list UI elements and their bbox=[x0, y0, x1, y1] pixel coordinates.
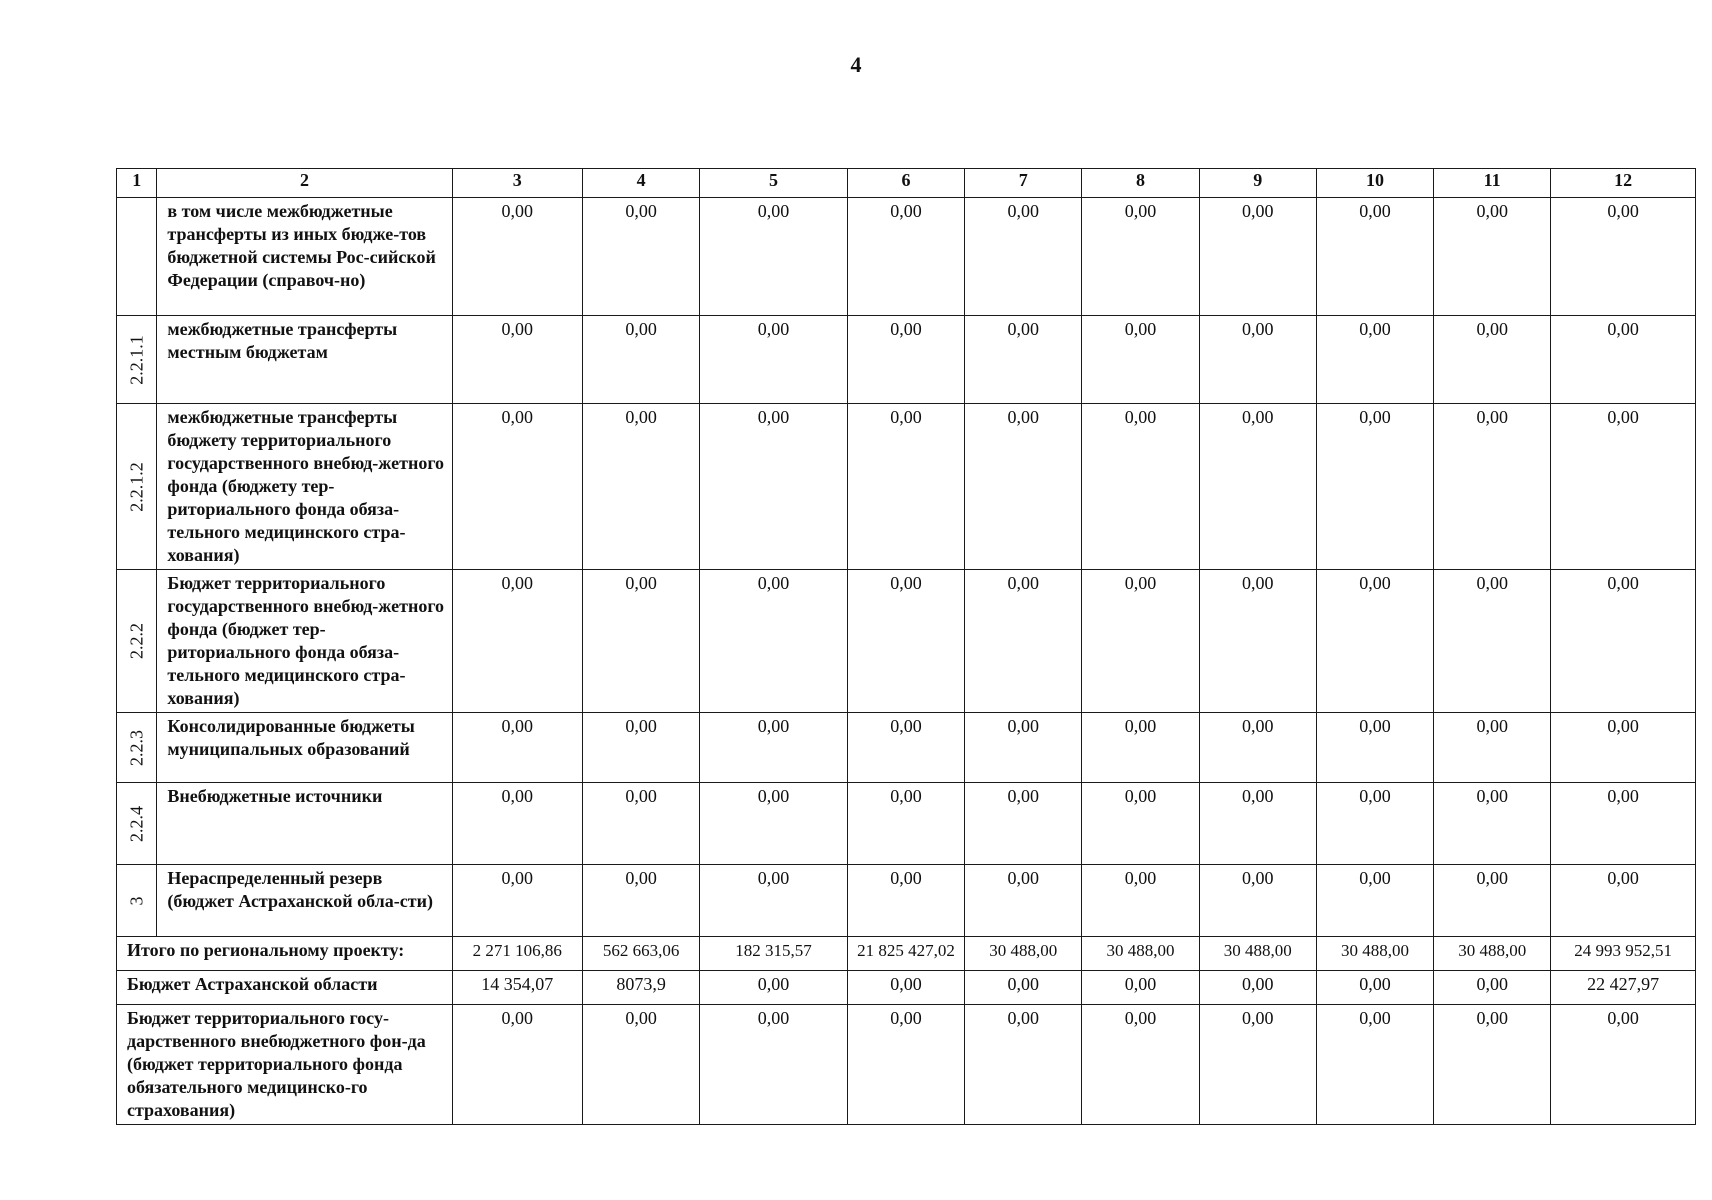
total-row bbox=[117, 971, 1696, 1005]
header-cell: 8 bbox=[1082, 169, 1199, 198]
value-cell: 0,00 bbox=[582, 404, 699, 570]
value-cell: 0,00 bbox=[847, 783, 964, 865]
row-code-text: 2.2.1.1 bbox=[126, 334, 147, 385]
value-cell: 0,00 bbox=[1316, 404, 1433, 570]
value-cell: 0,00 bbox=[582, 783, 699, 865]
value-cell: 0,00 bbox=[700, 865, 848, 937]
table-row bbox=[117, 316, 1696, 404]
row-code bbox=[117, 404, 157, 570]
value-cell: 0,00 bbox=[1199, 713, 1316, 783]
row-code-text: 2.2.1.2 bbox=[126, 461, 147, 512]
total-value-cell: 0,00 bbox=[1082, 1005, 1199, 1125]
row-label: в том числе межбюджетные трансферты из иных бюдже-тов бюджетной системы Рос-сийской Федерации (справоч-но) bbox=[157, 198, 452, 316]
budget-table bbox=[116, 168, 1696, 1125]
total-value-cell: 0,00 bbox=[1316, 1005, 1433, 1125]
value-cell: 0,00 bbox=[847, 713, 964, 783]
row-label: Консолидированные бюджеты муниципальных образований bbox=[157, 713, 452, 783]
value-cell: 0,00 bbox=[582, 713, 699, 783]
value-cell: 0,00 bbox=[965, 404, 1082, 570]
value-cell: 0,00 bbox=[847, 865, 964, 937]
total-value-cell: 0,00 bbox=[582, 1005, 699, 1125]
total-value-cell: 14 354,07 bbox=[452, 971, 582, 1005]
value-cell: 0,00 bbox=[452, 865, 582, 937]
header-cell: 7 bbox=[965, 169, 1082, 198]
total-value-cell: 0,00 bbox=[700, 1005, 848, 1125]
header-cell: 1 bbox=[117, 169, 157, 198]
total-value-cell: 21 825 427,02 bbox=[847, 937, 964, 971]
total-value-cell: 24 993 952,51 bbox=[1551, 937, 1696, 971]
value-cell: 0,00 bbox=[700, 570, 848, 713]
total-value-cell: 2 271 106,86 bbox=[452, 937, 582, 971]
value-cell: 0,00 bbox=[1434, 404, 1551, 570]
total-value-cell: 0,00 bbox=[1082, 971, 1199, 1005]
value-cell: 0,00 bbox=[700, 198, 848, 316]
header-cell: 11 bbox=[1434, 169, 1551, 198]
row-label: Бюджет территориального государственного внебюд-жетного фонда (бюджет тер-риториального фонда обяза-тельного медицинского стра-хования) bbox=[157, 570, 452, 713]
total-value-cell: 0,00 bbox=[847, 971, 964, 1005]
table-row bbox=[117, 713, 1696, 783]
value-cell: 0,00 bbox=[1316, 865, 1433, 937]
total-value-cell: 0,00 bbox=[1434, 971, 1551, 1005]
total-value-cell: 0,00 bbox=[847, 1005, 964, 1125]
row-label: Нераспределенный резерв (бюджет Астраханской обла-сти) bbox=[157, 865, 452, 937]
value-cell: 0,00 bbox=[847, 316, 964, 404]
value-cell: 0,00 bbox=[1199, 865, 1316, 937]
value-cell: 0,00 bbox=[1434, 713, 1551, 783]
value-cell: 0,00 bbox=[582, 316, 699, 404]
total-value-cell: 0,00 bbox=[965, 1005, 1082, 1125]
total-value-cell: 0,00 bbox=[1434, 1005, 1551, 1125]
value-cell: 0,00 bbox=[700, 783, 848, 865]
total-value-cell: 0,00 bbox=[1551, 1005, 1696, 1125]
total-value-cell: 0,00 bbox=[700, 971, 848, 1005]
value-cell: 0,00 bbox=[1434, 316, 1551, 404]
total-value-cell: 22 427,97 bbox=[1551, 971, 1696, 1005]
header-cell: 4 bbox=[582, 169, 699, 198]
value-cell: 0,00 bbox=[1199, 783, 1316, 865]
value-cell: 0,00 bbox=[700, 404, 848, 570]
row-code-text: 2.2.2 bbox=[126, 623, 147, 659]
value-cell: 0,00 bbox=[847, 198, 964, 316]
total-label: Бюджет территориального госу-дарственного внебюджетного фон-да (бюджет территориального фонда обязательного медицинско-го страхования) bbox=[117, 1005, 453, 1125]
header-row bbox=[117, 169, 1696, 198]
total-label: Итого по региональному проекту: bbox=[117, 937, 453, 971]
value-cell: 0,00 bbox=[1316, 783, 1433, 865]
header-cell: 6 bbox=[847, 169, 964, 198]
total-row bbox=[117, 937, 1696, 971]
table-row bbox=[117, 865, 1696, 937]
value-cell: 0,00 bbox=[965, 198, 1082, 316]
row-code-text: 3 bbox=[126, 896, 147, 905]
value-cell: 0,00 bbox=[1199, 404, 1316, 570]
page-number: 4 bbox=[850, 52, 862, 77]
total-value-cell: 0,00 bbox=[1316, 971, 1433, 1005]
value-cell: 0,00 bbox=[452, 783, 582, 865]
total-value-cell: 30 488,00 bbox=[1199, 937, 1316, 971]
value-cell: 0,00 bbox=[1082, 198, 1199, 316]
value-cell: 0,00 bbox=[1082, 570, 1199, 713]
total-row bbox=[117, 1005, 1696, 1125]
table-row bbox=[117, 783, 1696, 865]
header-cell: 10 bbox=[1316, 169, 1433, 198]
value-cell: 0,00 bbox=[1316, 198, 1433, 316]
value-cell: 0,00 bbox=[1551, 865, 1696, 937]
value-cell: 0,00 bbox=[1551, 783, 1696, 865]
value-cell: 0,00 bbox=[847, 404, 964, 570]
value-cell: 0,00 bbox=[1316, 713, 1433, 783]
row-label: Внебюджетные источники bbox=[157, 783, 452, 865]
total-value-cell: 30 488,00 bbox=[1316, 937, 1433, 971]
value-cell: 0,00 bbox=[965, 783, 1082, 865]
header-cell: 12 bbox=[1551, 169, 1696, 198]
row-code bbox=[117, 198, 157, 316]
total-value-cell: 30 488,00 bbox=[1434, 937, 1551, 971]
value-cell: 0,00 bbox=[582, 570, 699, 713]
total-value-cell: 0,00 bbox=[1199, 1005, 1316, 1125]
header-cell: 3 bbox=[452, 169, 582, 198]
value-cell: 0,00 bbox=[1082, 316, 1199, 404]
total-label: Бюджет Астраханской области bbox=[117, 971, 453, 1005]
total-value-cell: 0,00 bbox=[452, 1005, 582, 1125]
value-cell: 0,00 bbox=[1316, 316, 1433, 404]
row-label: межбюджетные трансферты бюджету территориального государственного внебюд-жетного фонда (бюджету тер-риториального фонда обяза-тельного медицинского стра-хования) bbox=[157, 404, 452, 570]
value-cell: 0,00 bbox=[1082, 404, 1199, 570]
total-value-cell: 8073,9 bbox=[582, 971, 699, 1005]
row-code-text: 2.2.3 bbox=[126, 729, 147, 766]
row-code bbox=[117, 316, 157, 404]
value-cell: 0,00 bbox=[965, 713, 1082, 783]
row-label: межбюджетные трансферты местным бюджетам bbox=[157, 316, 452, 404]
value-cell: 0,00 bbox=[582, 198, 699, 316]
value-cell: 0,00 bbox=[1551, 570, 1696, 713]
value-cell: 0,00 bbox=[1551, 198, 1696, 316]
value-cell: 0,00 bbox=[452, 713, 582, 783]
table-row bbox=[117, 570, 1696, 713]
value-cell: 0,00 bbox=[1082, 865, 1199, 937]
value-cell: 0,00 bbox=[452, 570, 582, 713]
value-cell: 0,00 bbox=[847, 570, 964, 713]
value-cell: 0,00 bbox=[1551, 316, 1696, 404]
value-cell: 0,00 bbox=[1082, 783, 1199, 865]
value-cell: 0,00 bbox=[1199, 316, 1316, 404]
value-cell: 0,00 bbox=[1434, 198, 1551, 316]
table-row bbox=[117, 198, 1696, 316]
value-cell: 0,00 bbox=[700, 713, 848, 783]
header-cell: 9 bbox=[1199, 169, 1316, 198]
value-cell: 0,00 bbox=[1551, 404, 1696, 570]
header-cell: 5 bbox=[700, 169, 848, 198]
value-cell: 0,00 bbox=[965, 316, 1082, 404]
value-cell: 0,00 bbox=[1434, 783, 1551, 865]
total-value-cell: 0,00 bbox=[1199, 971, 1316, 1005]
value-cell: 0,00 bbox=[1199, 570, 1316, 713]
value-cell: 0,00 bbox=[965, 570, 1082, 713]
value-cell: 0,00 bbox=[1434, 865, 1551, 937]
value-cell: 0,00 bbox=[452, 404, 582, 570]
row-code bbox=[117, 865, 157, 937]
table-row bbox=[117, 404, 1696, 570]
total-value-cell: 182 315,57 bbox=[700, 937, 848, 971]
total-value-cell: 562 663,06 bbox=[582, 937, 699, 971]
value-cell: 0,00 bbox=[700, 316, 848, 404]
total-value-cell: 0,00 bbox=[965, 971, 1082, 1005]
total-value-cell: 30 488,00 bbox=[1082, 937, 1199, 971]
row-code bbox=[117, 783, 157, 865]
value-cell: 0,00 bbox=[1551, 713, 1696, 783]
value-cell: 0,00 bbox=[582, 865, 699, 937]
row-code-text: 2.2.4 bbox=[126, 805, 147, 842]
value-cell: 0,00 bbox=[1082, 713, 1199, 783]
row-code bbox=[117, 570, 157, 713]
row-code bbox=[117, 713, 157, 783]
value-cell: 0,00 bbox=[452, 198, 582, 316]
value-cell: 0,00 bbox=[452, 316, 582, 404]
value-cell: 0,00 bbox=[965, 865, 1082, 937]
total-value-cell: 30 488,00 bbox=[965, 937, 1082, 971]
value-cell: 0,00 bbox=[1434, 570, 1551, 713]
value-cell: 0,00 bbox=[1316, 570, 1433, 713]
value-cell: 0,00 bbox=[1199, 198, 1316, 316]
header-cell: 2 bbox=[157, 169, 452, 198]
